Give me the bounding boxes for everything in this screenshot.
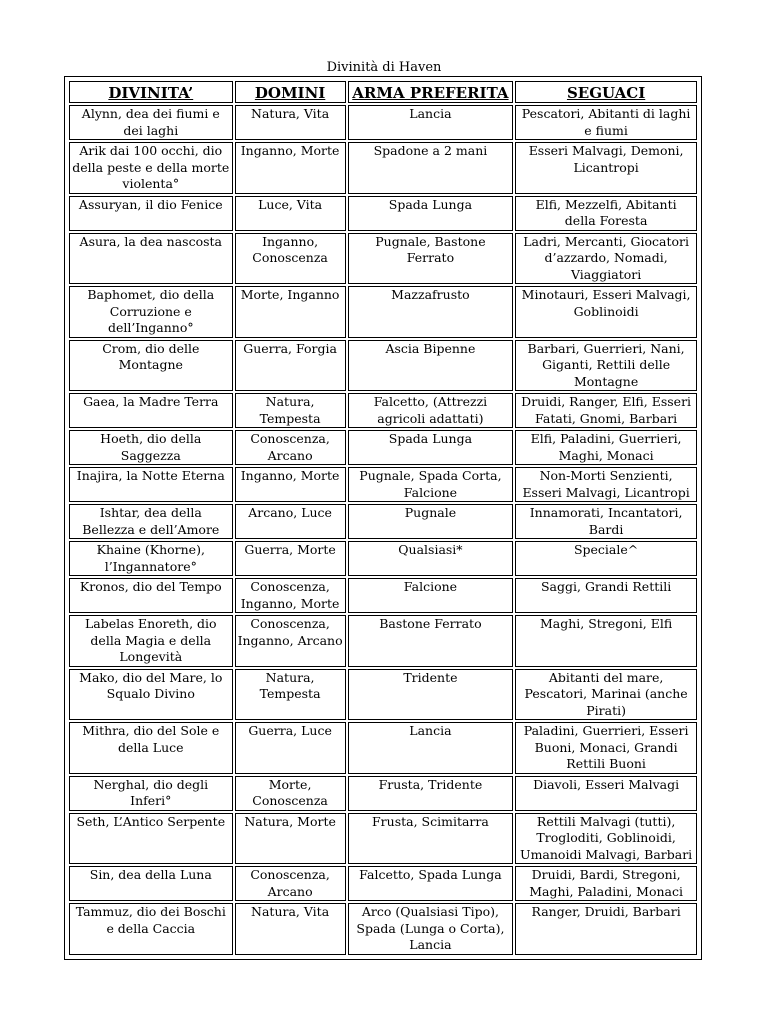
table-row [69,866,697,901]
domains-cell: Luce, Vita [235,196,346,231]
weapon-cell: Spadone a 2 mani [348,142,514,194]
weapon-cell: Lancia [348,105,514,140]
table-row [69,541,697,576]
followers-cell: Innamorati, Incantatori, Bardi [515,504,697,539]
weapon-cell: Falcetto, Spada Lunga [348,866,514,901]
domains-cell: Guerra, Forgia [235,340,346,392]
table-row [69,142,697,194]
followers-cell: Paladini, Guerrieri, Esseri Buoni, Monaci, Grandi Rettili Buoni [515,722,697,774]
followers-cell: Ranger, Druidi, Barbari [515,903,697,955]
deity-cell: Asura, la dea nascosta [69,233,233,285]
deity-cell: Kronos, dio del Tempo [69,578,233,613]
table-row [69,578,697,613]
weapon-cell: Qualsiasi* [348,541,514,576]
followers-cell: Druidi, Bardi, Stregoni, Maghi, Paladini, Monaci [515,866,697,901]
weapon-cell: Tridente [348,669,514,721]
deity-cell: Khaine (Khorne), l’Ingannatore° [69,541,233,576]
weapon-cell: Spada Lunga [348,196,514,231]
table-row [69,233,697,285]
weapon-cell: Lancia [348,722,514,774]
domains-cell: Conoscenza, Inganno, Arcano [235,615,346,667]
deity-cell: Seth, L’Antico Serpente [69,813,233,865]
domains-cell: Natura, Vita [235,105,346,140]
weapon-cell: Pugnale [348,504,514,539]
table-row [69,467,697,502]
deity-cell: Assuryan, il dio Fenice [69,196,233,231]
weapon-cell: Pugnale, Bastone Ferrato [348,233,514,285]
table-row [69,196,697,231]
weapon-cell: Arco (Qualsiasi Tipo), Spada (Lunga o Corta), Lancia [348,903,514,955]
deity-cell: Nerghal, dio degli Inferi° [69,776,233,811]
table-row [69,340,697,392]
table-row [69,722,697,774]
weapon-cell: Falcetto, (Attrezzi agricoli adattati) [348,393,514,428]
weapon-cell: Ascia Bipenne [348,340,514,392]
deity-cell: Crom, dio delle Montagne [69,340,233,392]
header-followers: SEGUACI [515,81,697,103]
weapon-cell: Mazzafrusto [348,286,514,338]
table-row [69,504,697,539]
table-row [69,393,697,428]
followers-cell: Barbari, Guerrieri, Nani, Giganti, Rettili delle Montagne [515,340,697,392]
domains-cell: Natura, Vita [235,903,346,955]
table-row [69,903,697,955]
domains-cell: Guerra, Luce [235,722,346,774]
table-row [69,776,697,811]
deity-cell: Mako, dio del Mare, lo Squalo Divino [69,669,233,721]
followers-cell: Pescatori, Abitanti di laghi e fiumi [515,105,697,140]
deities-table [67,79,699,957]
followers-cell: Druidi, Ranger, Elfi, Esseri Fatati, Gnomi, Barbari [515,393,697,428]
domains-cell: Conoscenza, Arcano [235,430,346,465]
deity-cell: Inajira, la Notte Eterna [69,467,233,502]
deities-table-frame [64,76,702,960]
header-weapon: ARMA PREFERITA [348,81,514,103]
domains-cell: Natura, Tempesta [235,669,346,721]
domains-cell: Conoscenza, Inganno, Morte [235,578,346,613]
domains-cell: Morte, Conoscenza [235,776,346,811]
deity-cell: Arik dai 100 occhi, dio della peste e della morte violenta° [69,142,233,194]
table-row [69,813,697,865]
deity-cell: Baphomet, dio della Corruzione e dell’Inganno° [69,286,233,338]
followers-cell: Maghi, Stregoni, Elfi [515,615,697,667]
weapon-cell: Frusta, Tridente [348,776,514,811]
followers-cell: Rettili Malvagi (tutti), Trogloditi, Goblinoidi, Umanoidi Malvagi, Barbari [515,813,697,865]
domains-cell: Natura, Tempesta [235,393,346,428]
deity-cell: Gaea, la Madre Terra [69,393,233,428]
header-row [69,81,697,103]
followers-cell: Esseri Malvagi, Demoni, Licantropi [515,142,697,194]
followers-cell: Elfi, Mezzelfi, Abitanti della Foresta [515,196,697,231]
domains-cell: Morte, Inganno [235,286,346,338]
followers-cell: Minotauri, Esseri Malvagi, Goblinoidi [515,286,697,338]
table-row [69,286,697,338]
weapon-cell: Spada Lunga [348,430,514,465]
domains-cell: Inganno, Morte [235,467,346,502]
followers-cell: Saggi, Grandi Rettili [515,578,697,613]
header-domains: DOMINI [235,81,346,103]
deity-cell: Hoeth, dio della Saggezza [69,430,233,465]
domains-cell: Conoscenza, Arcano [235,866,346,901]
deity-cell: Sin, dea della Luna [69,866,233,901]
deity-cell: Tammuz, dio dei Boschi e della Caccia [69,903,233,955]
domains-cell: Natura, Morte [235,813,346,865]
domains-cell: Inganno, Morte [235,142,346,194]
followers-cell: Elfi, Paladini, Guerrieri, Maghi, Monaci [515,430,697,465]
table-row [69,669,697,721]
table-body [69,105,697,955]
domains-cell: Inganno, Conoscenza [235,233,346,285]
document-title: Divinità di Haven [326,60,442,75]
domains-cell: Arcano, Luce [235,504,346,539]
deity-cell: Labelas Enoreth, dio della Magia e della Longevità [69,615,233,667]
weapon-cell: Pugnale, Spada Corta, Falcione [348,467,514,502]
weapon-cell: Falcione [348,578,514,613]
deity-cell: Ishtar, dea della Bellezza e dell’Amore [69,504,233,539]
table-row [69,105,697,140]
header-deity: DIVINITA’ [69,81,233,103]
table-row [69,430,697,465]
followers-cell: Ladri, Mercanti, Giocatori d’azzardo, Nomadi, Viaggiatori [515,233,697,285]
deity-cell: Mithra, dio del Sole e della Luce [69,722,233,774]
weapon-cell: Bastone Ferrato [348,615,514,667]
domains-cell: Guerra, Morte [235,541,346,576]
followers-cell: Abitanti del mare, Pescatori, Marinai (anche Pirati) [515,669,697,721]
followers-cell: Non-Morti Senzienti, Esseri Malvagi, Licantropi [515,467,697,502]
table-row [69,615,697,667]
weapon-cell: Frusta, Scimitarra [348,813,514,865]
followers-cell: Speciale^ [515,541,697,576]
deity-cell: Alynn, dea dei fiumi e dei laghi [69,105,233,140]
followers-cell: Diavoli, Esseri Malvagi [515,776,697,811]
